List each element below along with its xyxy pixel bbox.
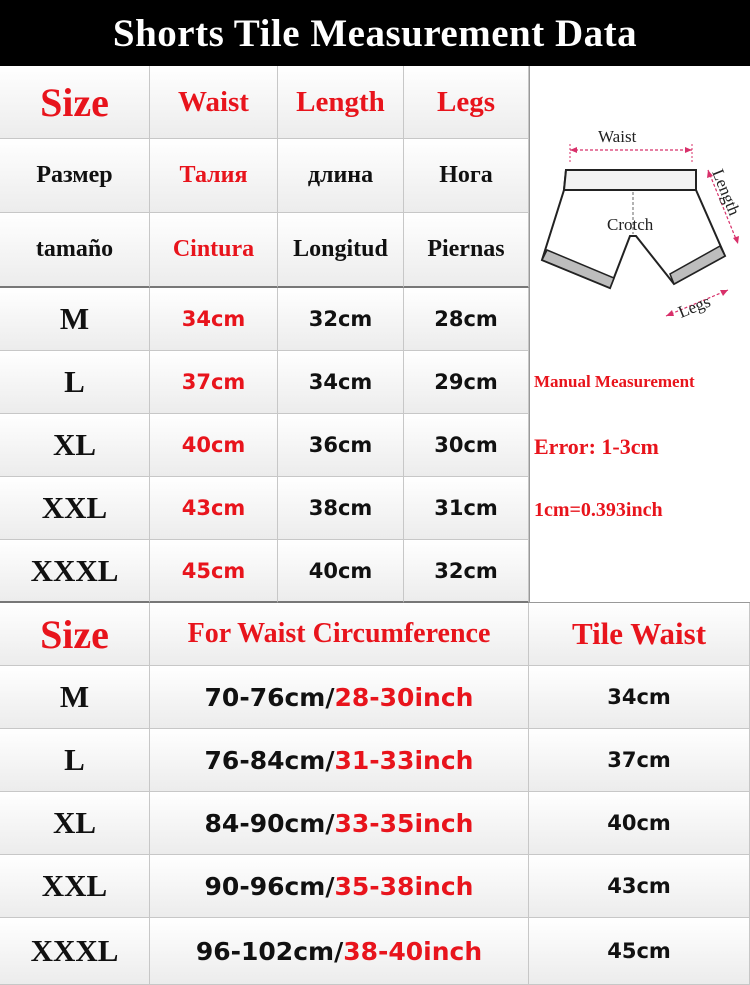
- table1-header-row: [0, 66, 529, 139]
- legs-cell: 32cm: [404, 540, 529, 603]
- waist-cell: 40cm: [150, 414, 278, 477]
- table-row: [0, 729, 750, 792]
- table-row: [0, 414, 529, 477]
- note-error: Error: 1-3cm: [534, 434, 659, 459]
- table2-header-row: [0, 603, 750, 666]
- range-cm: 90-96cm/: [204, 871, 335, 901]
- length-cell: 34cm: [278, 351, 404, 414]
- size-cell: XL: [0, 792, 150, 855]
- table-row: [0, 666, 750, 729]
- table-row: [0, 288, 529, 351]
- range-cm: 84-90cm/: [204, 808, 335, 838]
- range-inch: 33-35inch: [334, 808, 474, 838]
- header-size: Size: [0, 66, 150, 139]
- size-cell: M: [0, 288, 150, 351]
- range-inch: 38-40inch: [343, 936, 483, 966]
- table-row: [0, 918, 750, 985]
- header-waist: Waist: [150, 66, 278, 139]
- waist-range-cell: [150, 729, 529, 792]
- es-length: Longitud: [278, 213, 404, 288]
- measurement-side-panel: [529, 66, 750, 603]
- table-row: [0, 351, 529, 414]
- tile-waist-cell: 45cm: [529, 918, 750, 985]
- diagram-legs-label: Legs: [675, 291, 714, 322]
- es-size: tamaño: [0, 213, 150, 288]
- header-legs: Legs: [404, 66, 529, 139]
- diagram-length-label: Length: [708, 166, 744, 219]
- table-row: [0, 540, 529, 603]
- waist-cell: 34cm: [150, 288, 278, 351]
- measurement-grid: [0, 66, 750, 985]
- es-legs: Piernas: [404, 213, 529, 288]
- header2-size: Size: [0, 603, 150, 666]
- size-cell: XXXL: [0, 918, 150, 985]
- table-row: [0, 477, 529, 540]
- ru-waist: Талия: [150, 139, 278, 213]
- length-cell: 40cm: [278, 540, 404, 603]
- legs-cell: 30cm: [404, 414, 529, 477]
- tile-waist-cell: 40cm: [529, 792, 750, 855]
- page-title: Shorts Tile Measurement Data: [0, 0, 750, 66]
- tile-waist-cell: 34cm: [529, 666, 750, 729]
- range-inch: 31-33inch: [334, 745, 474, 775]
- ru-length: длина: [278, 139, 404, 213]
- range-cm: 96-102cm/: [195, 936, 344, 966]
- table-row: [0, 792, 750, 855]
- es-waist: Cintura: [150, 213, 278, 288]
- header2-waist-circumference: For Waist Circumference: [150, 603, 529, 666]
- diagram-crotch-label: Crotch: [607, 215, 654, 234]
- spanish-row: [0, 213, 529, 288]
- waist-range-cell: [150, 792, 529, 855]
- size-cell: M: [0, 666, 150, 729]
- length-cell: 32cm: [278, 288, 404, 351]
- size-cell: L: [0, 351, 150, 414]
- range-inch: 28-30inch: [334, 682, 474, 712]
- ru-size: Размер: [0, 139, 150, 213]
- header2-tile-waist: Tile Waist: [529, 603, 750, 666]
- waist-cell: 43cm: [150, 477, 278, 540]
- diagram-waist-label: Waist: [598, 127, 637, 146]
- size-cell: L: [0, 729, 150, 792]
- table-row: [0, 855, 750, 918]
- shorts-diagram: [530, 66, 750, 366]
- ru-legs: Нога: [404, 139, 529, 213]
- size-cell: XXL: [0, 855, 150, 918]
- size-cell: XXL: [0, 477, 150, 540]
- note-conversion: 1cm=0.393inch: [534, 499, 663, 521]
- header-length: Length: [278, 66, 404, 139]
- size-cell: XL: [0, 414, 150, 477]
- legs-cell: 31cm: [404, 477, 529, 540]
- size-cell: XXXL: [0, 540, 150, 603]
- russian-row: [0, 139, 529, 213]
- waist-range-cell: [150, 666, 529, 729]
- length-cell: 38cm: [278, 477, 404, 540]
- note-manual-measurement: Manual Measurement: [534, 372, 695, 391]
- range-cm: 76-84cm/: [204, 745, 335, 775]
- length-cell: 36cm: [278, 414, 404, 477]
- waist-cell: 45cm: [150, 540, 278, 603]
- tile-waist-cell: 37cm: [529, 729, 750, 792]
- tile-waist-cell: 43cm: [529, 855, 750, 918]
- range-inch: 35-38inch: [334, 871, 474, 901]
- legs-cell: 29cm: [404, 351, 529, 414]
- legs-cell: 28cm: [404, 288, 529, 351]
- range-cm: 70-76cm/: [204, 682, 335, 712]
- waist-range-cell: [150, 918, 529, 985]
- waist-cell: 37cm: [150, 351, 278, 414]
- waist-range-cell: [150, 855, 529, 918]
